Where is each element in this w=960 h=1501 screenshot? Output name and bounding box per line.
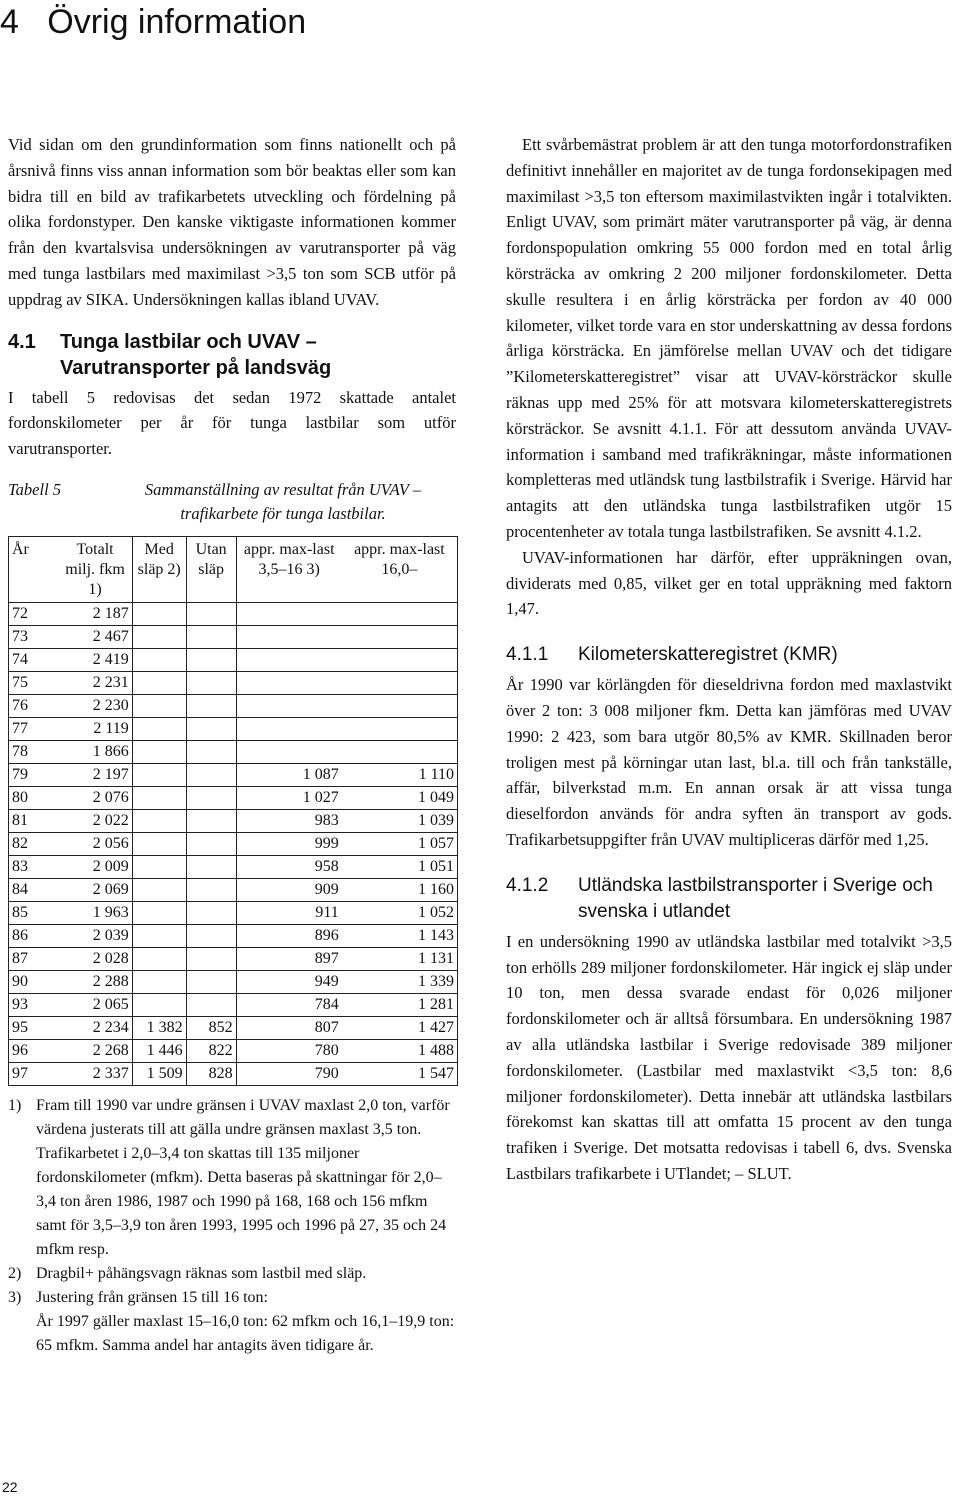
cell-without-trailer bbox=[186, 855, 236, 878]
page-title: 4 Övrig information bbox=[0, 3, 307, 41]
cell-maxload-16 bbox=[342, 694, 458, 717]
section-title: Tunga lastbilar och UVAV – Varutransporter på landsväg bbox=[60, 330, 332, 379]
cell-with-trailer: 1 446 bbox=[132, 1039, 186, 1062]
cell-total: 2 197 bbox=[58, 763, 132, 786]
table-row bbox=[9, 901, 458, 924]
cell-total: 2 187 bbox=[58, 602, 132, 625]
table-row bbox=[9, 924, 458, 947]
cell-total: 2 337 bbox=[58, 1062, 132, 1085]
cell-maxload-3-5-16: 790 bbox=[236, 1062, 342, 1085]
cell-with-trailer bbox=[132, 625, 186, 648]
cell-with-trailer bbox=[132, 947, 186, 970]
cell-total: 2 419 bbox=[58, 648, 132, 671]
cell-maxload-3-5-16: 780 bbox=[236, 1039, 342, 1062]
cell-with-trailer bbox=[132, 717, 186, 740]
cell-maxload-3-5-16 bbox=[236, 740, 342, 763]
cell-year: 80 bbox=[9, 786, 59, 809]
cell-with-trailer bbox=[132, 740, 186, 763]
cell-maxload-3-5-16: 911 bbox=[236, 901, 342, 924]
right-paragraph-1: Ett svårbemästrat problem är att den tunga motorfordonstrafiken definitivt innehåller en majoritet av de tunga fordonsekipagen med maximilast >3,5 ton eftersom maximilastvikten ingår i totalvikten. Enligt UVAV, som primärt mäter varutransporter på väg, är denna fordonspopulation omkring 55 000 fordon med en total årlig körsträcka av omkring 2 200 miljoner fordonskilometer. Detta skulle resultera i en årlig körsträcka per fordon av 40 000 kilometer, vilket torde vara en stor underskattning av dessa fordons årliga körsträcka. En jämförelse mellan UVAV och det tidigare ”Kilometerskatteregistret” visar att UVAV-körsträckor skulle räknas upp med 25% för att motsvara kilometerskatteregistrets körsträckor. Se avsnitt 4.1.1. För att dessutom använda UVAV-information i samband med trafikräkningar, måste informationen kompletteras med utländsk tung lastbilstrafik i Sverige. Härvid har antagits att den utländska tunga lastbilstrafiken utgör 15 procentenheter av totala tunga lastbilstrafiken. Se avsnitt 4.1.2. bbox=[506, 135, 952, 541]
cell-with-trailer bbox=[132, 970, 186, 993]
cell-maxload-16: 1 427 bbox=[342, 1016, 458, 1039]
cell-without-trailer bbox=[186, 671, 236, 694]
footnote bbox=[8, 1262, 456, 1286]
subsection-title: Kilometerskatteregistret (KMR) bbox=[578, 644, 838, 666]
cell-maxload-3-5-16 bbox=[236, 625, 342, 648]
intro-paragraph: Vid sidan om den grundinformation som finns nationellt och på årsnivå finns viss annan information som bör beaktas eller som kan bidra till en bild av trafikarbetets utveckling och fördelning på olika fordonstyper. Den kanske viktigaste informationen kommer från den kvartalsvisa undersökningen av varutransporter på väg med tunga lastbilars med maximilast >3,5 ton som SCB utför på uppdrag av SIKA. Undersökningen kallas ibland UVAV. bbox=[8, 135, 456, 309]
section-4-1-paragraph: I tabell 5 redovisas det sedan 1972 skattade antalet fordonskilometer per år för tunga lastbilar som utför varutransporter. bbox=[8, 387, 456, 459]
footnote bbox=[8, 1094, 456, 1262]
cell-without-trailer bbox=[186, 740, 236, 763]
cell-maxload-3-5-16: 807 bbox=[236, 1016, 342, 1039]
cell-total: 2 056 bbox=[58, 832, 132, 855]
cell-with-trailer bbox=[132, 694, 186, 717]
cell-without-trailer bbox=[186, 809, 236, 832]
header-maxload-16: appr. max-last 16,0– bbox=[342, 536, 458, 602]
table-row bbox=[9, 625, 458, 648]
table-row bbox=[9, 740, 458, 763]
cell-year: 86 bbox=[9, 924, 59, 947]
header-without-trailer: Utan släp bbox=[186, 536, 236, 602]
cell-with-trailer bbox=[132, 786, 186, 809]
table-row bbox=[9, 1016, 458, 1039]
table-row bbox=[9, 1062, 458, 1085]
cell-year: 82 bbox=[9, 832, 59, 855]
cell-year: 83 bbox=[9, 855, 59, 878]
cell-maxload-3-5-16: 896 bbox=[236, 924, 342, 947]
table-row bbox=[9, 809, 458, 832]
table-row bbox=[9, 763, 458, 786]
cell-year: 84 bbox=[9, 878, 59, 901]
cell-total: 2 069 bbox=[58, 878, 132, 901]
cell-with-trailer bbox=[132, 901, 186, 924]
table-label: Tabell 5 bbox=[8, 479, 62, 499]
table-title: Sammanställning av resultat från UVAV – trafikarbete för tunga lastbilar. bbox=[144, 479, 422, 523]
cell-maxload-3-5-16 bbox=[236, 717, 342, 740]
cell-maxload-16 bbox=[342, 625, 458, 648]
subsection-number: 4.1.1 bbox=[506, 644, 549, 666]
cell-with-trailer: 1 509 bbox=[132, 1062, 186, 1085]
cell-total: 2 028 bbox=[58, 947, 132, 970]
cell-without-trailer bbox=[186, 763, 236, 786]
results-table bbox=[8, 536, 458, 1086]
table-row bbox=[9, 947, 458, 970]
left-column bbox=[8, 132, 456, 1358]
table-row bbox=[9, 648, 458, 671]
cell-maxload-16: 1 339 bbox=[342, 970, 458, 993]
subsection-title: Utländska lastbilstransporter i Sverige och svenska i utlandet bbox=[578, 874, 933, 922]
cell-maxload-3-5-16: 958 bbox=[236, 855, 342, 878]
cell-year: 95 bbox=[9, 1016, 59, 1039]
table-row bbox=[9, 717, 458, 740]
cell-year: 97 bbox=[9, 1062, 59, 1085]
footnote-text: År 1997 gäller maxlast 15–16,0 ton: 62 mfkm och 16,1–19,9 ton: 65 mfkm. Samma andel har antagits även tidigare år. bbox=[36, 1312, 455, 1354]
table-header-row bbox=[9, 536, 458, 602]
table-row bbox=[9, 993, 458, 1016]
cell-maxload-16: 1 488 bbox=[342, 1039, 458, 1062]
table-row bbox=[9, 671, 458, 694]
cell-maxload-16 bbox=[342, 671, 458, 694]
header-with-trailer: Med släp 2) bbox=[132, 536, 186, 602]
cell-maxload-16: 1 547 bbox=[342, 1062, 458, 1085]
cell-maxload-3-5-16 bbox=[236, 648, 342, 671]
cell-without-trailer bbox=[186, 970, 236, 993]
header-year: År bbox=[9, 536, 59, 602]
table-row bbox=[9, 1039, 458, 1062]
cell-maxload-16: 1 051 bbox=[342, 855, 458, 878]
cell-maxload-3-5-16: 1 027 bbox=[236, 786, 342, 809]
subsection-number: 4.1.2 bbox=[506, 874, 549, 896]
footnotes bbox=[8, 1094, 456, 1358]
cell-maxload-16: 1 143 bbox=[342, 924, 458, 947]
section-heading-4-1-1 bbox=[506, 642, 952, 668]
cell-without-trailer: 822 bbox=[186, 1039, 236, 1062]
section-heading-4-1 bbox=[8, 329, 456, 381]
cell-with-trailer bbox=[132, 924, 186, 947]
cell-without-trailer bbox=[186, 648, 236, 671]
cell-maxload-16: 1 049 bbox=[342, 786, 458, 809]
cell-maxload-16: 1 281 bbox=[342, 993, 458, 1016]
cell-total: 2 065 bbox=[58, 993, 132, 1016]
cell-total: 2 467 bbox=[58, 625, 132, 648]
section-heading-4-1-2 bbox=[506, 873, 952, 925]
cell-total: 2 234 bbox=[58, 1016, 132, 1039]
table-body bbox=[9, 602, 458, 1085]
cell-total: 1 866 bbox=[58, 740, 132, 763]
right-paragraph-2: UVAV-informationen har därför, efter uppräkningen ovan, dividerats med 0,85, vilket ger en total uppräkning med faktorn 1,47. bbox=[506, 547, 952, 619]
footnote bbox=[8, 1286, 456, 1358]
cell-maxload-16: 1 057 bbox=[342, 832, 458, 855]
cell-without-trailer bbox=[186, 625, 236, 648]
cell-maxload-3-5-16 bbox=[236, 671, 342, 694]
cell-maxload-3-5-16: 909 bbox=[236, 878, 342, 901]
cell-maxload-16: 1 110 bbox=[342, 763, 458, 786]
table-row bbox=[9, 832, 458, 855]
table-row bbox=[9, 970, 458, 993]
cell-year: 76 bbox=[9, 694, 59, 717]
cell-with-trailer bbox=[132, 855, 186, 878]
cell-maxload-3-5-16 bbox=[236, 694, 342, 717]
footnote-text: Justering från gränsen 15 till 16 ton: bbox=[36, 1288, 268, 1306]
cell-maxload-3-5-16: 1 087 bbox=[236, 763, 342, 786]
cell-total: 2 119 bbox=[58, 717, 132, 740]
table-caption bbox=[8, 478, 456, 526]
cell-with-trailer bbox=[132, 763, 186, 786]
cell-total: 2 288 bbox=[58, 970, 132, 993]
cell-without-trailer: 828 bbox=[186, 1062, 236, 1085]
cell-with-trailer bbox=[132, 602, 186, 625]
footnote-body bbox=[36, 1262, 456, 1286]
cell-total: 1 963 bbox=[58, 901, 132, 924]
cell-maxload-16 bbox=[342, 740, 458, 763]
footnote-mark: 1) bbox=[8, 1096, 22, 1114]
cell-with-trailer bbox=[132, 648, 186, 671]
cell-total: 2 009 bbox=[58, 855, 132, 878]
cell-total: 2 230 bbox=[58, 694, 132, 717]
footnote-text: Fram till 1990 var undre gränsen i UVAV maxlast 2,0 ton, varför värdena justerats till att gälla undre gränsen maxlast 3,5 ton. Trafikarbetet i 2,0–3,4 ton skattas till 135 miljoner fordonskilometer (mfkm). Detta baseras på skattningar för 2,0–3,4 ton åren 1986, 1987 och 1990 på 168, 168 och 156 mfkm samt för 3,5–3,9 ton åren 1993, 1995 och 1996 på 27, 35 och 24 mfkm resp. bbox=[36, 1096, 450, 1258]
cell-year: 78 bbox=[9, 740, 59, 763]
cell-maxload-16 bbox=[342, 648, 458, 671]
cell-year: 72 bbox=[9, 602, 59, 625]
cell-year: 85 bbox=[9, 901, 59, 924]
right-column bbox=[506, 132, 952, 1187]
cell-maxload-3-5-16: 949 bbox=[236, 970, 342, 993]
cell-without-trailer bbox=[186, 832, 236, 855]
cell-maxload-16 bbox=[342, 602, 458, 625]
cell-total: 2 039 bbox=[58, 924, 132, 947]
cell-maxload-3-5-16: 999 bbox=[236, 832, 342, 855]
cell-maxload-3-5-16: 983 bbox=[236, 809, 342, 832]
cell-with-trailer bbox=[132, 832, 186, 855]
cell-maxload-16 bbox=[342, 717, 458, 740]
cell-year: 77 bbox=[9, 717, 59, 740]
header-maxload-3-5-16: appr. max-last 3,5–16 3) bbox=[236, 536, 342, 602]
cell-with-trailer bbox=[132, 993, 186, 1016]
cell-maxload-16: 1 052 bbox=[342, 901, 458, 924]
cell-without-trailer bbox=[186, 717, 236, 740]
cell-year: 90 bbox=[9, 970, 59, 993]
cell-year: 87 bbox=[9, 947, 59, 970]
cell-with-trailer: 1 382 bbox=[132, 1016, 186, 1039]
section-number: 4.1 bbox=[8, 330, 36, 353]
cell-without-trailer bbox=[186, 694, 236, 717]
cell-with-trailer bbox=[132, 878, 186, 901]
footnote-text: Dragbil+ påhängsvagn räknas som lastbil med släp. bbox=[36, 1264, 367, 1282]
cell-without-trailer bbox=[186, 786, 236, 809]
cell-year: 81 bbox=[9, 809, 59, 832]
cell-without-trailer bbox=[186, 947, 236, 970]
footnote-body bbox=[36, 1094, 456, 1262]
cell-with-trailer bbox=[132, 671, 186, 694]
cell-year: 75 bbox=[9, 671, 59, 694]
cell-maxload-3-5-16: 784 bbox=[236, 993, 342, 1016]
cell-total: 2 022 bbox=[58, 809, 132, 832]
cell-year: 74 bbox=[9, 648, 59, 671]
cell-without-trailer bbox=[186, 993, 236, 1016]
cell-year: 79 bbox=[9, 763, 59, 786]
cell-with-trailer bbox=[132, 809, 186, 832]
cell-maxload-16: 1 160 bbox=[342, 878, 458, 901]
cell-total: 2 076 bbox=[58, 786, 132, 809]
cell-maxload-16: 1 039 bbox=[342, 809, 458, 832]
header-total: Totalt milj. fkm 1) bbox=[58, 536, 132, 602]
cell-total: 2 231 bbox=[58, 671, 132, 694]
table-row bbox=[9, 694, 458, 717]
cell-year: 93 bbox=[9, 993, 59, 1016]
footnote-body bbox=[36, 1286, 456, 1358]
table-row bbox=[9, 878, 458, 901]
cell-year: 73 bbox=[9, 625, 59, 648]
cell-without-trailer: 852 bbox=[186, 1016, 236, 1039]
cell-without-trailer bbox=[186, 602, 236, 625]
cell-without-trailer bbox=[186, 878, 236, 901]
section-4-1-1-paragraph: År 1990 var körlängden för dieseldrivna fordon med maxlastvikt över 2 ton: 3 008 miljoner fkm. Detta kan jämföras med UVAV 1990: 2 423, som bara utgör 80,5% av KMR. Skillnaden beror troligen mest på körningar utan last, bl.a. till och från tankställe, affär, bilverkstad m.m. En annan orsak är att vissa tunga dieselfordon används för andra syften än transport av gods. Trafikarbetsuppgifter från UVAV multipliceras därför med 1,25. bbox=[506, 675, 952, 849]
cell-maxload-3-5-16 bbox=[236, 602, 342, 625]
footnote-mark: 2) bbox=[8, 1264, 22, 1282]
table-row bbox=[9, 602, 458, 625]
cell-maxload-16: 1 131 bbox=[342, 947, 458, 970]
cell-without-trailer bbox=[186, 901, 236, 924]
section-4-1-2-paragraph: I en undersökning 1990 av utländska lastbilar med totalvikt >3,5 ton erhölls 289 miljoner fordonskilometer. Här ingick ej släp under 10 ton, men dessa svarade endast för 0,026 miljoner fordonskilometer och är alltså försumbara. En undersökning 1987 av alla utländska lastbilar i Sverige redovisade 389 miljoner fordonskilometer. (Lastbilar med maxlastvikt <3,5 ton: 8,6 miljoner fordonskilometer). Detta innebär att utländska lastbilars förekomst kan skattas till att omfatta 15 procent av den tunga trafiken i Sverige. Det motsatta redovisas i tabell 6, dvs. Svenska Lastbilars trafikarbete i UTlandet; – SLUT. bbox=[506, 931, 952, 1183]
footnote-mark: 3) bbox=[8, 1288, 22, 1306]
cell-total: 2 268 bbox=[58, 1039, 132, 1062]
table-row bbox=[9, 855, 458, 878]
cell-maxload-3-5-16: 897 bbox=[236, 947, 342, 970]
page-number: 22 bbox=[2, 1479, 18, 1495]
table-row bbox=[9, 786, 458, 809]
cell-without-trailer bbox=[186, 924, 236, 947]
cell-year: 96 bbox=[9, 1039, 59, 1062]
